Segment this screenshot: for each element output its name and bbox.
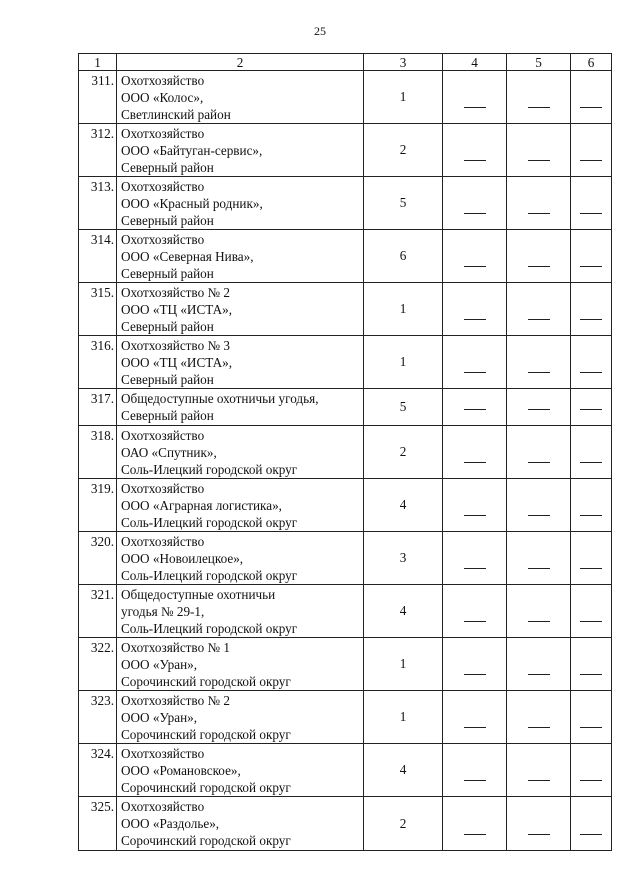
empty-cell-col4	[443, 336, 507, 389]
table-row	[79, 532, 612, 585]
dash-mark	[464, 266, 486, 267]
empty-cell-col6	[571, 71, 612, 124]
empty-cell-col4	[443, 479, 507, 532]
row-value: 4	[364, 585, 443, 638]
empty-cell-col5	[507, 638, 571, 691]
row-number: 312.	[79, 124, 117, 177]
table-row	[79, 336, 612, 389]
table-row	[79, 691, 612, 744]
empty-cell-col5	[507, 283, 571, 336]
row-value: 3	[364, 532, 443, 585]
dash-mark	[528, 213, 550, 214]
empty-cell-col4	[443, 585, 507, 638]
row-value: 4	[364, 744, 443, 797]
empty-cell-col6	[571, 336, 612, 389]
hunting-ground-name: Охотхозяйство ООО «Аграрная логистика», Соль-Илецкий городской округ	[117, 479, 364, 532]
dash-mark	[528, 266, 550, 267]
dash-mark	[464, 621, 486, 622]
dash-mark	[464, 409, 486, 410]
dash-mark	[580, 515, 602, 516]
table-row	[79, 230, 612, 283]
row-number: 316.	[79, 336, 117, 389]
table-body	[79, 71, 612, 851]
column-header-1: 1	[79, 54, 117, 71]
dash-mark	[464, 213, 486, 214]
table-row	[79, 744, 612, 797]
empty-cell-col4	[443, 124, 507, 177]
hunting-ground-name: Охотхозяйство ООО «Раздолье», Сорочинский городской округ	[117, 797, 364, 851]
row-number: 324.	[79, 744, 117, 797]
hunting-ground-name: Охотхозяйство ООО «Колос», Светлинский район	[117, 71, 364, 124]
hunting-ground-name: Охотхозяйство № 3 ООО «ТЦ «ИСТА», Северный район	[117, 336, 364, 389]
empty-cell-col5	[507, 389, 571, 426]
dash-mark	[464, 834, 486, 835]
row-number: 317.	[79, 389, 117, 426]
column-header-3: 3	[364, 54, 443, 71]
empty-cell-col4	[443, 283, 507, 336]
row-number: 323.	[79, 691, 117, 744]
empty-cell-col4	[443, 638, 507, 691]
empty-cell-col6	[571, 479, 612, 532]
empty-cell-col6	[571, 426, 612, 479]
table-row	[79, 797, 612, 851]
empty-cell-col4	[443, 426, 507, 479]
row-value: 1	[364, 638, 443, 691]
empty-cell-col4	[443, 797, 507, 851]
dash-mark	[464, 107, 486, 108]
hunting-grounds-table	[78, 53, 612, 851]
empty-cell-col5	[507, 691, 571, 744]
row-number: 318.	[79, 426, 117, 479]
row-number: 314.	[79, 230, 117, 283]
dash-mark	[528, 727, 550, 728]
row-number: 322.	[79, 638, 117, 691]
empty-cell-col4	[443, 744, 507, 797]
empty-cell-col6	[571, 532, 612, 585]
dash-mark	[580, 674, 602, 675]
row-number: 320.	[79, 532, 117, 585]
dash-mark	[580, 621, 602, 622]
header-row	[79, 54, 612, 71]
empty-cell-col6	[571, 797, 612, 851]
dash-mark	[580, 213, 602, 214]
empty-cell-col5	[507, 124, 571, 177]
hunting-ground-name: Охотхозяйство № 1 ООО «Уран», Сорочинский городской округ	[117, 638, 364, 691]
empty-cell-col5	[507, 426, 571, 479]
hunting-ground-name: Охотхозяйство ОАО «Спутник», Соль-Илецкий городской округ	[117, 426, 364, 479]
dash-mark	[464, 780, 486, 781]
empty-cell-col5	[507, 532, 571, 585]
hunting-ground-name: Охотхозяйство № 2 ООО «Уран», Сорочинский городской округ	[117, 691, 364, 744]
dash-mark	[580, 568, 602, 569]
dash-mark	[464, 319, 486, 320]
dash-mark	[580, 727, 602, 728]
hunting-ground-name: Охотхозяйство ООО «Новоилецкое», Соль-Илецкий городской округ	[117, 532, 364, 585]
dash-mark	[580, 372, 602, 373]
table-row	[79, 71, 612, 124]
dash-mark	[464, 568, 486, 569]
empty-cell-col6	[571, 283, 612, 336]
table-row	[79, 124, 612, 177]
dash-mark	[580, 462, 602, 463]
empty-cell-col5	[507, 744, 571, 797]
empty-cell-col6	[571, 124, 612, 177]
empty-cell-col4	[443, 532, 507, 585]
column-header-4: 4	[443, 54, 507, 71]
dash-mark	[528, 107, 550, 108]
row-value: 2	[364, 124, 443, 177]
dash-mark	[464, 727, 486, 728]
row-value: 1	[364, 283, 443, 336]
hunting-ground-name: Охотхозяйство ООО «Байтуган-сервис», Северный район	[117, 124, 364, 177]
dash-mark	[528, 319, 550, 320]
empty-cell-col6	[571, 585, 612, 638]
row-number: 313.	[79, 177, 117, 230]
empty-cell-col4	[443, 177, 507, 230]
dash-mark	[464, 160, 486, 161]
empty-cell-col5	[507, 479, 571, 532]
hunting-ground-name: Охотхозяйство ООО «Северная Нива», Северный район	[117, 230, 364, 283]
hunting-ground-name: Общедоступные охотничьи угодья, Северный район	[117, 389, 364, 426]
dash-mark	[580, 409, 602, 410]
table-row	[79, 283, 612, 336]
row-value: 1	[364, 336, 443, 389]
dash-mark	[528, 462, 550, 463]
empty-cell-col4	[443, 389, 507, 426]
empty-cell-col5	[507, 585, 571, 638]
row-number: 319.	[79, 479, 117, 532]
dash-mark	[580, 160, 602, 161]
dash-mark	[580, 107, 602, 108]
dash-mark	[528, 568, 550, 569]
empty-cell-col5	[507, 336, 571, 389]
row-number: 315.	[79, 283, 117, 336]
column-header-6: 6	[571, 54, 612, 71]
hunting-ground-name: Охотхозяйство ООО «Романовское», Сорочинский городской округ	[117, 744, 364, 797]
empty-cell-col6	[571, 177, 612, 230]
dash-mark	[464, 372, 486, 373]
row-number: 325.	[79, 797, 117, 851]
row-value: 4	[364, 479, 443, 532]
dash-mark	[528, 160, 550, 161]
dash-mark	[528, 674, 550, 675]
dash-mark	[580, 834, 602, 835]
empty-cell-col5	[507, 71, 571, 124]
row-value: 5	[364, 177, 443, 230]
empty-cell-col6	[571, 744, 612, 797]
empty-cell-col4	[443, 230, 507, 283]
row-number: 321.	[79, 585, 117, 638]
table-row	[79, 638, 612, 691]
dash-mark	[528, 834, 550, 835]
row-value: 1	[364, 71, 443, 124]
table-row	[79, 479, 612, 532]
row-value: 6	[364, 230, 443, 283]
table-row	[79, 389, 612, 426]
empty-cell-col5	[507, 230, 571, 283]
row-value: 1	[364, 691, 443, 744]
empty-cell-col6	[571, 638, 612, 691]
empty-cell-col6	[571, 691, 612, 744]
empty-cell-col5	[507, 797, 571, 851]
hunting-ground-name: Охотхозяйство ООО «Красный родник», Северный район	[117, 177, 364, 230]
empty-cell-col4	[443, 71, 507, 124]
empty-cell-col6	[571, 389, 612, 426]
dash-mark	[580, 319, 602, 320]
empty-cell-col5	[507, 177, 571, 230]
row-value: 2	[364, 426, 443, 479]
dash-mark	[464, 462, 486, 463]
empty-cell-col6	[571, 230, 612, 283]
row-number: 311.	[79, 71, 117, 124]
table-row	[79, 177, 612, 230]
dash-mark	[528, 780, 550, 781]
dash-mark	[580, 266, 602, 267]
dash-mark	[464, 515, 486, 516]
dash-mark	[528, 409, 550, 410]
empty-cell-col4	[443, 691, 507, 744]
dash-mark	[528, 621, 550, 622]
page-number: 25	[314, 24, 326, 38]
dash-mark	[580, 780, 602, 781]
dash-mark	[528, 372, 550, 373]
table-row	[79, 426, 612, 479]
column-header-2: 2	[117, 54, 364, 71]
column-header-5: 5	[507, 54, 571, 71]
row-value: 5	[364, 389, 443, 426]
row-value: 2	[364, 797, 443, 851]
table-row	[79, 585, 612, 638]
hunting-ground-name: Охотхозяйство № 2 ООО «ТЦ «ИСТА», Северный район	[117, 283, 364, 336]
dash-mark	[464, 674, 486, 675]
dash-mark	[528, 515, 550, 516]
hunting-ground-name: Общедоступные охотничьи угодья № 29-1, Соль-Илецкий городской округ	[117, 585, 364, 638]
